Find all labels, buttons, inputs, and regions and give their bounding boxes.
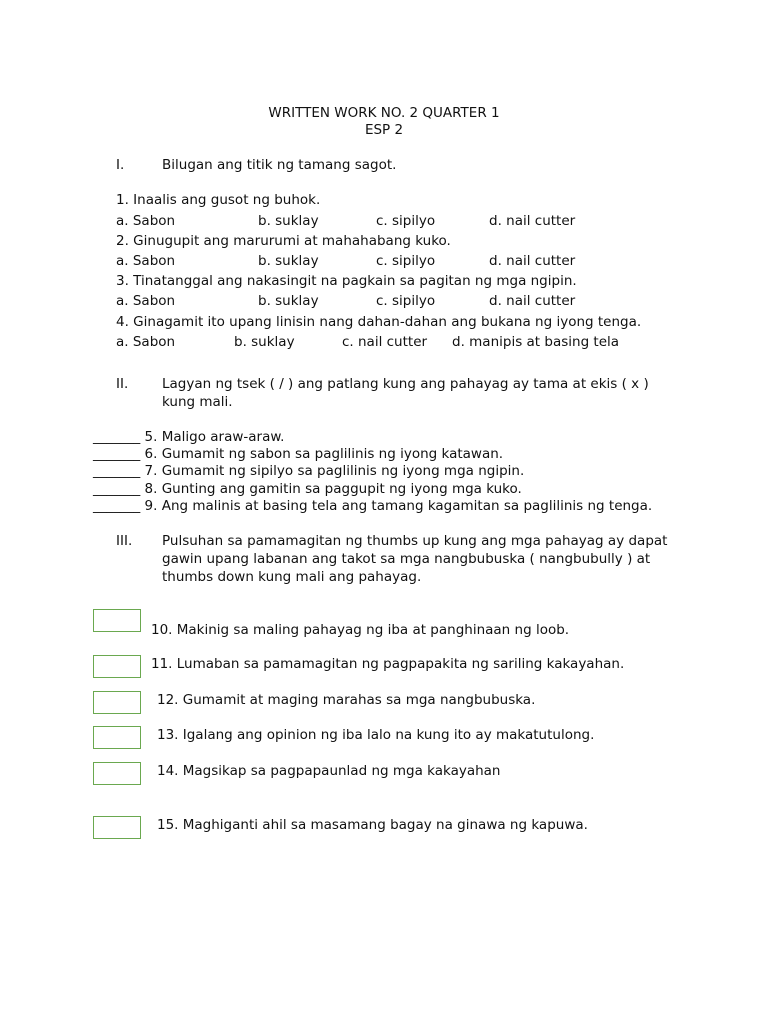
part3-instruction: gawin upang labanan ang takot sa mga nangbubuska ( nangbubully ) at (162, 551, 651, 567)
choice-c: c. nail cutter (342, 334, 428, 350)
part1-numeral: I. (116, 157, 125, 173)
answer-box[interactable] (93, 762, 141, 785)
part2-numeral: II. (116, 376, 129, 392)
truefalse-item: _______ 6. Gumamit ng sabon sa paglilinis ng iyong katawan. (93, 446, 504, 462)
choice-c: c. sipilyo (376, 213, 436, 229)
thumbs-item: 12. Gumamit at maging marahas sa mga nangbubuska. (157, 692, 536, 708)
choice-a: a. Sabon (116, 213, 176, 229)
answer-box[interactable] (93, 609, 141, 632)
truefalse-item: _______ 7. Gumamit ng sipilyo sa paglilinis ng iyong mga ngipin. (93, 463, 525, 479)
part2-instruction: kung mali. (162, 394, 233, 410)
choice-c: c. sipilyo (376, 253, 436, 269)
choice-d: d. nail cutter (489, 293, 576, 309)
thumbs-item: 15. Maghiganti ahil sa masamang bagay na ginawa ng kapuwa. (157, 817, 588, 833)
answer-box[interactable] (93, 726, 141, 749)
choice-d: d. nail cutter (489, 253, 576, 269)
choice-b: b. suklay (258, 253, 319, 269)
choice-a: a. Sabon (116, 253, 176, 269)
part3-numeral: III. (116, 533, 133, 549)
part2-instruction: Lagyan ng tsek ( / ) ang patlang kung ang pahayag ay tama at ekis ( x ) (162, 376, 649, 392)
worksheet-subject: ESP 2 (364, 122, 404, 138)
truefalse-item: _______ 8. Gunting ang gamitin sa paggupit ng iyong mga kuko. (93, 481, 522, 497)
truefalse-item: _______ 5. Maligo araw-araw. (93, 429, 285, 445)
question-stem: 4. Ginagamit ito upang linisin nang dahan-dahan ang bukana ng iyong tenga. (116, 314, 642, 330)
question-stem: 2. Ginugupit ang marurumi at mahahabang kuko. (116, 233, 451, 249)
question-stem: 1. Inaalis ang gusot ng buhok. (116, 192, 321, 208)
choice-d: d. manipis at basing tela (452, 334, 620, 350)
answer-box[interactable] (93, 691, 141, 714)
thumbs-item: 14. Magsikap sa pagpapaunlad ng mga kakayahan (157, 763, 501, 779)
choice-b: b. suklay (258, 293, 319, 309)
choice-a: a. Sabon (116, 293, 176, 309)
answer-box[interactable] (93, 655, 141, 678)
choice-b: b. suklay (234, 334, 295, 350)
question-stem: 3. Tinatanggal ang nakasingit na pagkain sa pagitan ng mga ngipin. (116, 273, 577, 289)
truefalse-item: _______ 9. Ang malinis at basing tela ang tamang kagamitan sa paglilinis ng tenga. (93, 498, 653, 514)
thumbs-item: 11. Lumaban sa pamamagitan ng pagpapakita ng sariling kakayahan. (151, 656, 625, 672)
choice-c: c. sipilyo (376, 293, 436, 309)
part3-instruction: thumbs down kung mali ang pahayag. (162, 569, 422, 585)
part3-instruction: Pulsuhan sa pamamagitan ng thumbs up kung ang mga pahayag ay dapat (162, 533, 668, 549)
choice-a: a. Sabon (116, 334, 176, 350)
worksheet-title: WRITTEN WORK NO. 2 QUARTER 1 (268, 105, 500, 121)
choice-d: d. nail cutter (489, 213, 576, 229)
thumbs-item: 13. Igalang ang opinion ng iba lalo na kung ito ay makatutulong. (157, 727, 595, 743)
part1-instruction: Bilugan ang titik ng tamang sagot. (162, 157, 397, 173)
answer-box[interactable] (93, 816, 141, 839)
choice-b: b. suklay (258, 213, 319, 229)
thumbs-item: 10. Makinig sa maling pahayag ng iba at panghinaan ng loob. (151, 622, 570, 638)
